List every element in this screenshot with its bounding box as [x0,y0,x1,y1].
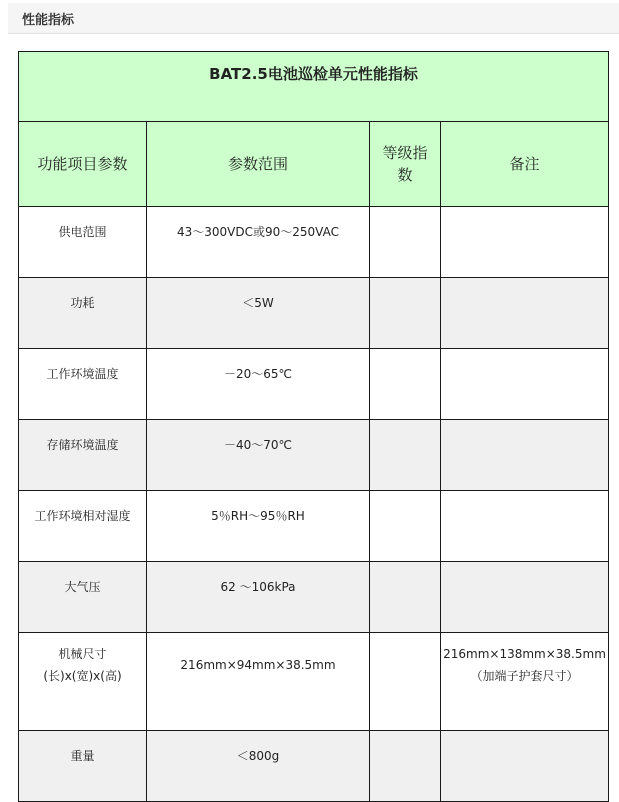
row-range: 5％RH～95％RH [147,491,370,562]
row-range: 62 ～106kPa [147,562,370,633]
row-note [441,491,609,562]
table-row [19,633,609,731]
header-range: 参数范围 [147,122,370,207]
row-item: 工作环境温度 [19,349,147,420]
row-item-main: 机械尺寸 [58,647,107,661]
section-header-bar [8,3,619,34]
row-range: ＜5W [147,278,370,349]
row-item: 供电范围 [19,207,147,278]
row-note-main: 216mm×138mm×38.5mm [443,647,606,661]
table-row [19,420,609,491]
table-title: BAT2.5电池巡检单元性能指标 [19,52,609,122]
header-note: 备注 [441,122,609,207]
row-note [441,731,609,802]
row-grade [370,278,441,349]
row-item [19,633,147,731]
row-range: ＜800g [147,731,370,802]
row-note [441,562,609,633]
row-item: 存储环境温度 [19,420,147,491]
row-grade [370,633,441,731]
row-range: 43～300VDC或90～250VAC [147,207,370,278]
row-note [441,349,609,420]
row-item: 功耗 [19,278,147,349]
table-row [19,349,609,420]
row-grade [370,207,441,278]
row-grade [370,562,441,633]
table-row [19,207,609,278]
row-grade [370,349,441,420]
row-range: －20～65℃ [147,349,370,420]
row-note [441,633,609,731]
row-grade [370,491,441,562]
table-row [19,491,609,562]
row-item-sub: (长)x(宽)x(高) [43,669,122,683]
table-header-row [19,122,609,207]
row-item: 工作环境相对湿度 [19,491,147,562]
row-note [441,420,609,491]
table-row [19,278,609,349]
row-range: 216mm×94mm×38.5mm [147,633,370,731]
row-grade [370,731,441,802]
section-title: 性能指标 [22,13,75,28]
table-row [19,562,609,633]
row-grade [370,420,441,491]
row-note-sub: （加端子护套尺寸） [470,669,579,683]
header-grade: 等级指数 [370,122,441,207]
header-item: 功能项目参数 [19,122,147,207]
row-item: 重量 [19,731,147,802]
spec-table [18,51,609,802]
row-item: 大气压 [19,562,147,633]
row-note [441,278,609,349]
table-row [19,731,609,802]
row-range: －40～70℃ [147,420,370,491]
table-title-row [19,52,609,122]
row-note [441,207,609,278]
